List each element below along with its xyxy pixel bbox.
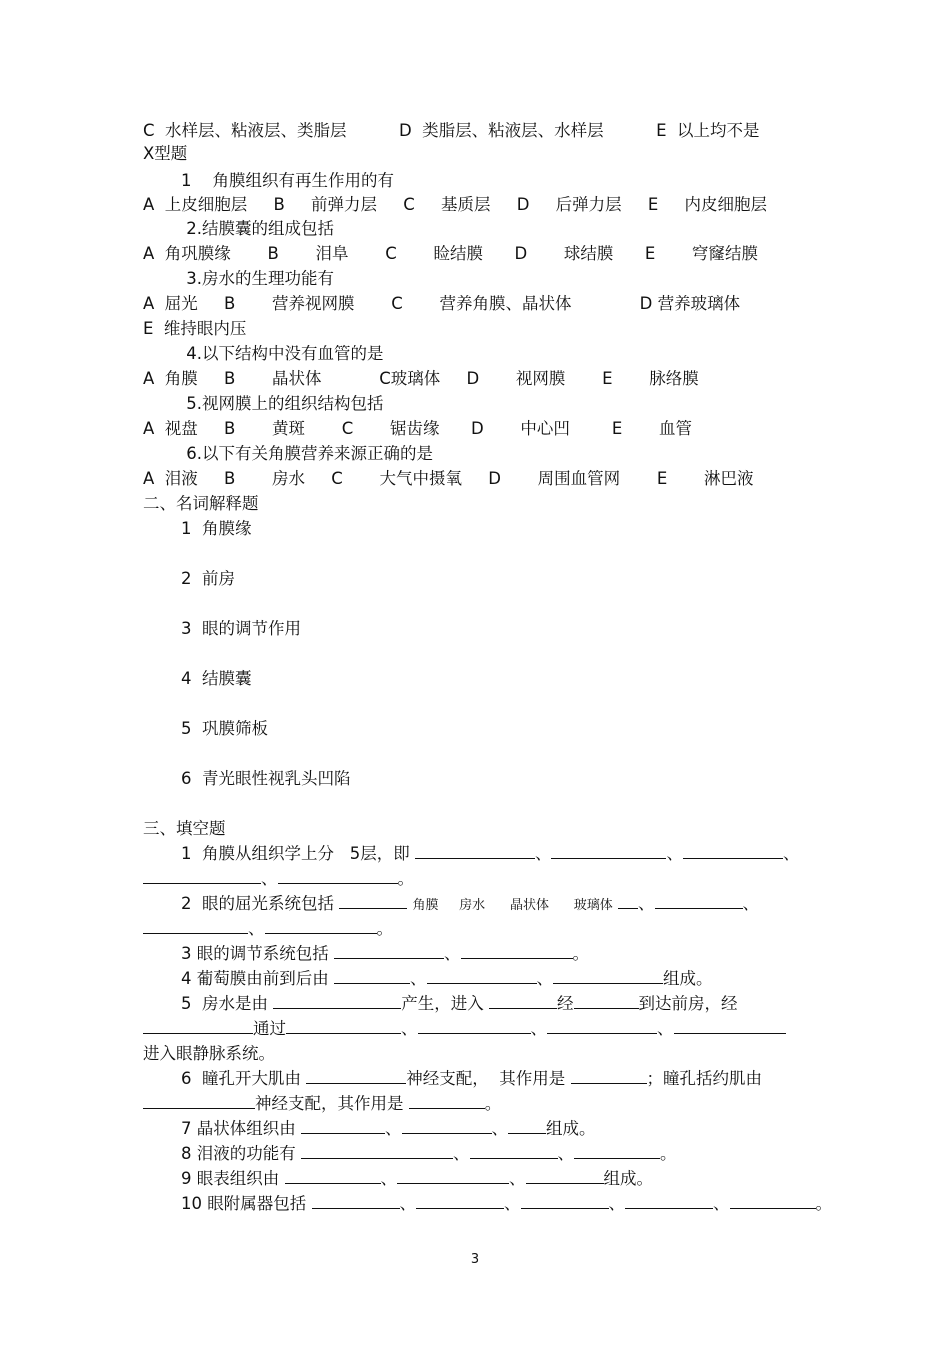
blank[interactable] bbox=[415, 843, 535, 859]
blank[interactable] bbox=[489, 993, 557, 1009]
term-6: 6 青光眼性视乳头凹陷 bbox=[181, 769, 351, 788]
fill-8: 8 泪液的功能有 、 、 。 bbox=[181, 1144, 677, 1163]
blank[interactable] bbox=[301, 1118, 385, 1134]
section-2-title: 二、名词解释题 bbox=[143, 494, 259, 513]
x-options-5: A 视盘 B 黄斑 C 锯齿缘 D 中心凹 E 血管 bbox=[143, 419, 692, 438]
blank[interactable] bbox=[674, 1018, 786, 1034]
x-question-2: 2.结膜囊的组成包括 bbox=[181, 219, 334, 238]
blank[interactable] bbox=[143, 1018, 253, 1034]
x-options-6: A 泪液 B 房水 C 大气中摄氧 D 周围血管网 E 淋巴液 bbox=[143, 469, 754, 488]
blank[interactable] bbox=[574, 1143, 660, 1159]
blank[interactable] bbox=[418, 1018, 531, 1034]
section-x-title: X型题 bbox=[143, 144, 188, 163]
blank[interactable] bbox=[655, 893, 743, 909]
fill-5-cont: 通过 、 、 、 bbox=[143, 1018, 786, 1040]
fill-9: 9 眼表组织由 、 、 组成。 bbox=[181, 1169, 653, 1188]
blank[interactable] bbox=[470, 1143, 558, 1159]
term-3: 3 眼的调节作用 bbox=[181, 619, 301, 638]
blank[interactable] bbox=[285, 1168, 381, 1184]
term-1: 1 角膜缘 bbox=[181, 519, 252, 538]
x-question-3: 3.房水的生理功能有 bbox=[181, 269, 334, 288]
blank[interactable] bbox=[571, 1068, 647, 1084]
blank[interactable] bbox=[508, 1118, 546, 1134]
fill-1-cont: 、 。 bbox=[143, 868, 414, 890]
x-options-2: A 角巩膜缘 B 泪阜 C 睑结膜 D 球结膜 E 穹窿结膜 bbox=[143, 244, 758, 263]
x-question-6: 6.以下有关角膜营养来源正确的是 bbox=[181, 444, 433, 463]
blank[interactable] bbox=[618, 893, 638, 909]
fill-7: 7 晶状体组织由 、 、 组成。 bbox=[181, 1119, 596, 1138]
page-number: 3 bbox=[470, 1252, 480, 1267]
blank[interactable] bbox=[551, 843, 666, 859]
fill-2: 2 眼的屈光系统包括 角膜 房水 晶状体 玻璃体 、 、 bbox=[181, 894, 759, 913]
term-4: 4 结膜囊 bbox=[181, 669, 252, 688]
blank[interactable] bbox=[273, 993, 401, 1009]
blank[interactable] bbox=[730, 1193, 816, 1209]
x-question-1: 1 角膜组织有再生作用的有 bbox=[181, 171, 394, 190]
term-5: 5 巩膜筛板 bbox=[181, 719, 268, 738]
section-3-title: 三、填空题 bbox=[143, 819, 226, 838]
fill-3: 3 眼的调节系统包括 、 。 bbox=[181, 944, 589, 963]
fill-2-cont: 、 。 bbox=[143, 918, 393, 940]
fill-6: 6 瞳孔开大肌由 神经支配， 其作用是 ；瞳孔括约肌由 bbox=[181, 1069, 762, 1088]
x-question-4: 4.以下结构中没有血管的是 bbox=[181, 344, 384, 363]
blank[interactable] bbox=[553, 968, 663, 984]
blank[interactable] bbox=[301, 1143, 453, 1159]
blank[interactable] bbox=[143, 868, 261, 884]
blank[interactable] bbox=[265, 918, 377, 934]
x-options-3-extra: E 维持眼内压 bbox=[143, 319, 247, 338]
fill-5: 5 房水是由 产生，进入 经 到达前房，经 bbox=[181, 994, 738, 1013]
blank[interactable] bbox=[547, 1018, 657, 1034]
x-options-1: A 上皮细胞层 B 前弹力层 C 基质层 D 后弹力层 E 内皮细胞层 bbox=[143, 195, 768, 214]
blank[interactable] bbox=[574, 993, 639, 1009]
x-question-5: 5.视网膜上的组织结构包括 bbox=[181, 394, 384, 413]
blank[interactable] bbox=[625, 1193, 713, 1209]
fill-2-hint: 角膜 房水 晶状体 玻璃体 bbox=[412, 898, 613, 913]
blank[interactable] bbox=[339, 893, 407, 909]
blank[interactable] bbox=[286, 1018, 401, 1034]
fill-4: 4 葡萄膜由前到后由 、 、 组成。 bbox=[181, 969, 713, 988]
blank[interactable] bbox=[409, 1093, 485, 1109]
blank[interactable] bbox=[397, 1168, 509, 1184]
fill-1: 1 角膜从组织学上分 5层，即 、 、 、 bbox=[181, 844, 800, 863]
blank[interactable] bbox=[143, 918, 248, 934]
fill-5-end: 进入眼静脉系统。 bbox=[143, 1044, 275, 1063]
blank[interactable] bbox=[312, 1193, 400, 1209]
blank[interactable] bbox=[306, 1068, 406, 1084]
fill-10: 10 眼附属器包括 、 、 、 、 。 bbox=[181, 1194, 832, 1213]
x-options-4: A 角膜 B 晶状体 C玻璃体 D 视网膜 E 脉络膜 bbox=[143, 369, 699, 388]
blank[interactable] bbox=[427, 968, 537, 984]
blank[interactable] bbox=[278, 868, 398, 884]
blank[interactable] bbox=[143, 1093, 255, 1109]
fill-6-cont: 神经支配，其作用是 。 bbox=[143, 1093, 501, 1115]
x-options-3: A 屈光 B 营养视网膜 C 营养角膜、晶状体 D 营养玻璃体 bbox=[143, 294, 741, 313]
term-2: 2 前房 bbox=[181, 569, 235, 588]
blank[interactable] bbox=[334, 943, 444, 959]
blank[interactable] bbox=[416, 1193, 504, 1209]
blank[interactable] bbox=[461, 943, 573, 959]
blank[interactable] bbox=[526, 1168, 604, 1184]
blank[interactable] bbox=[402, 1118, 492, 1134]
mc-option-line: C 水样层、粘液层、类脂层 D 类脂层、粘液层、水样层 E 以上均不是 bbox=[143, 121, 760, 140]
blank[interactable] bbox=[334, 968, 410, 984]
blank[interactable] bbox=[521, 1193, 609, 1209]
blank[interactable] bbox=[683, 843, 783, 859]
